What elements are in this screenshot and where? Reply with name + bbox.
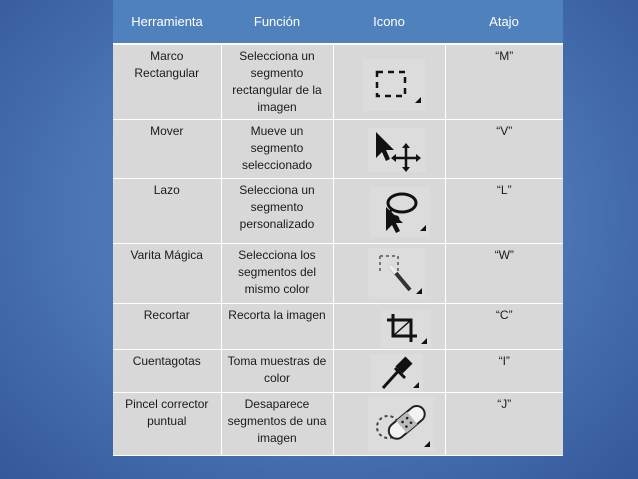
tool-function: Toma muestras de color xyxy=(221,350,333,393)
tool-function: Recorta la imagen xyxy=(221,304,333,350)
tool-shortcut: “L” xyxy=(445,179,563,244)
header-icon: Icono xyxy=(333,0,445,44)
tool-function: Selecciona un segmento rectangular de la imagen xyxy=(221,44,333,120)
tool-icon-cell xyxy=(333,350,445,393)
table-row xyxy=(113,244,563,304)
tool-icon-cell xyxy=(333,44,445,120)
table-row xyxy=(113,179,563,244)
tool-icon-cell xyxy=(333,244,445,304)
tool-shortcut: “C” xyxy=(445,304,563,350)
tool-icon-cell xyxy=(333,393,445,456)
tool-name: Varita Mágica xyxy=(113,244,221,304)
tool-shortcut: “I” xyxy=(445,350,563,393)
header-tool: Herramienta xyxy=(113,0,221,44)
tool-shortcut: “J” xyxy=(445,393,563,456)
move-icon xyxy=(368,128,426,172)
tools-table xyxy=(113,0,563,456)
tool-function: Selecciona los segmentos del mismo color xyxy=(221,244,333,304)
table-row xyxy=(113,44,563,120)
tool-name: Recortar xyxy=(113,304,221,350)
tool-function: Mueve un segmento seleccionado xyxy=(221,120,333,179)
tool-icon-cell xyxy=(333,120,445,179)
header-function: Función xyxy=(221,0,333,44)
eyedropper-icon xyxy=(371,354,423,392)
tool-function: Selecciona un segmento personalizado xyxy=(221,179,333,244)
tool-shortcut: “W” xyxy=(445,244,563,304)
tool-icon-cell xyxy=(333,179,445,244)
tool-shortcut: “M” xyxy=(445,44,563,120)
table-row xyxy=(113,350,563,393)
tool-name: Lazo xyxy=(113,179,221,244)
magic-wand-icon xyxy=(368,248,426,298)
table-row xyxy=(113,120,563,179)
crop-icon xyxy=(381,310,431,348)
tool-icon-cell xyxy=(333,304,445,350)
header-row xyxy=(113,0,563,44)
tool-name: Pincel corrector puntual xyxy=(113,393,221,456)
lasso-icon xyxy=(370,187,430,237)
header-shortcut: Atajo xyxy=(445,0,563,44)
table-row xyxy=(113,304,563,350)
spot-healing-brush-icon xyxy=(368,397,434,451)
rectangular-marquee-icon xyxy=(363,59,425,111)
tool-name: Cuentagotas xyxy=(113,350,221,393)
tool-shortcut: “V” xyxy=(445,120,563,179)
tool-name: Marco Rectangular xyxy=(113,44,221,120)
table-row xyxy=(113,393,563,456)
tool-function: Desaparece segmentos de una imagen xyxy=(221,393,333,456)
tool-name: Mover xyxy=(113,120,221,179)
